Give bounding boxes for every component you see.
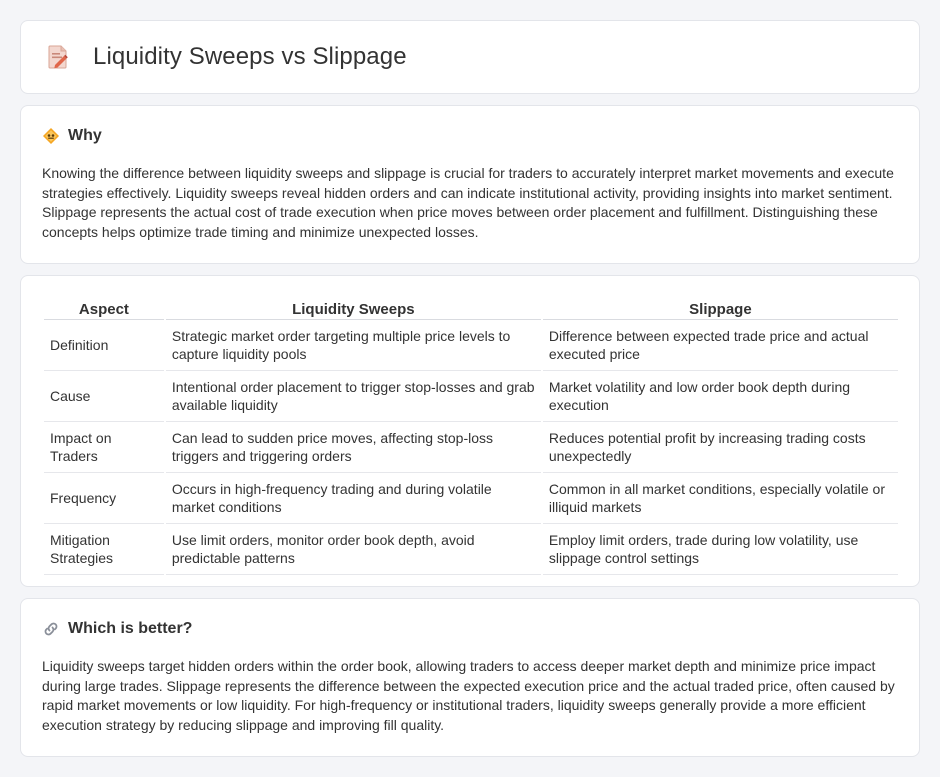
table-row [44, 473, 898, 524]
comparison-table [42, 296, 900, 575]
table-row [44, 422, 898, 473]
document-edit-icon [47, 44, 69, 70]
title-card [20, 20, 920, 94]
slippage-cell: Market volatility and low order book depth during execution [543, 371, 898, 422]
slippage-cell: Difference between expected trade price and actual executed price [543, 320, 898, 371]
header-liquidity-sweeps: Liquidity Sweeps [166, 296, 541, 320]
better-title: Which is better? [68, 620, 193, 637]
table-header-row [44, 296, 898, 320]
diamond-warning-icon [42, 127, 60, 145]
aspect-cell: Cause [44, 371, 164, 422]
header-aspect: Aspect [44, 296, 164, 320]
slippage-cell: Reduces potential profit by increasing trading costs unexpectedly [543, 422, 898, 473]
liquidity-sweeps-cell: Strategic market order targeting multiple price levels to capture liquidity pools [166, 320, 541, 371]
liquidity-sweeps-cell: Intentional order placement to trigger stop-losses and grab available liquidity [166, 371, 541, 422]
page-title: Liquidity Sweeps vs Slippage [93, 43, 407, 70]
table-row [44, 524, 898, 575]
liquidity-sweeps-cell: Use limit orders, monitor order book depth, avoid predictable patterns [166, 524, 541, 575]
aspect-cell: Mitigation Strategies [44, 524, 164, 575]
better-paragraph: Liquidity sweeps target hidden orders within the order book, allowing traders to access deeper market depth and minimize price impact during large trades. Slippage represents the difference between the expected execution price and the actual traded price, often caused by rapid market movements or low liquidity. For high-frequency or institutional traders, liquidity sweeps generally provide a more efficient execution strategy by reducing slippage and improving fill quality. [42, 658, 895, 733]
aspect-cell: Frequency [44, 473, 164, 524]
aspect-cell: Impact on Traders [44, 422, 164, 473]
table-row [44, 320, 898, 371]
title-row [47, 43, 407, 71]
slippage-cell: Common in all market conditions, especially volatile or illiquid markets [543, 473, 898, 524]
why-section [20, 105, 920, 264]
header-slippage: Slippage [543, 296, 898, 320]
why-title: Why [68, 127, 102, 144]
slippage-cell: Employ limit orders, trade during low volatility, use slippage control settings [543, 524, 898, 575]
why-paragraph: Knowing the difference between liquidity sweeps and slippage is crucial for traders to accurately interpret market movements and execute strategies effectively. Liquidity sweeps reveal hidden orders and can indicate institutional activity, providing insights into market sentiment. Slippage represents the actual cost of trade execution when price moves between order placement and fulfillment. Distinguishing these concepts helps optimize trade timing and minimize unexpected losses. [42, 165, 894, 240]
liquidity-sweeps-cell: Can lead to sudden price moves, affecting stop-loss triggers and triggering orders [166, 422, 541, 473]
better-heading [42, 620, 192, 638]
link-icon [42, 620, 60, 638]
which-is-better-section [20, 598, 920, 757]
why-heading [42, 127, 102, 145]
comparison-table-card [20, 275, 920, 587]
table-row [44, 371, 898, 422]
liquidity-sweeps-cell: Occurs in high-frequency trading and during volatile market conditions [166, 473, 541, 524]
aspect-cell: Definition [44, 320, 164, 371]
